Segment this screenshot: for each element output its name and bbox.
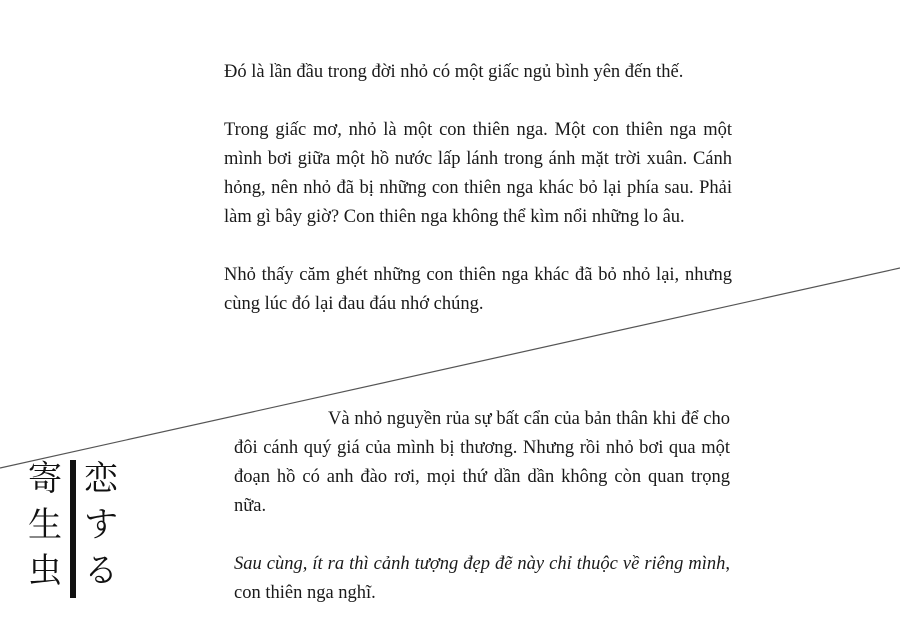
logo-left-column bbox=[26, 456, 64, 594]
logo-bar bbox=[70, 460, 76, 598]
paragraph-5-tail: , con thiên nga nghĩ. bbox=[234, 554, 730, 603]
logo-right-column bbox=[82, 456, 120, 594]
paragraph-4: Và nhỏ nguyền rủa sự bất cẩn của bản thân khi để cho đôi cánh quý giá của mình bị thương. Nhưng rồi nhỏ bơi qua một đoạn hồ có anh đào rơi, mọi thứ dần dần không còn quan trọng nữa. bbox=[234, 409, 730, 516]
bottom-text-block bbox=[234, 405, 730, 608]
title-logo bbox=[26, 456, 120, 602]
paragraph-2: Trong giấc mơ, nhỏ là một con thiên nga. Một con thiên nga một mình bơi giữa một hồ nước lấp lánh trong ánh mặt trời xuân. Cánh hỏng, nên nhỏ đã bị những con thiên nga khác bỏ lại phía sau. Phải làm gì bây giờ? Con thiên nga không thể kìm nổi những lo âu. bbox=[224, 120, 732, 227]
logo-char: 恋 bbox=[84, 459, 118, 499]
paragraph-1: Đó là lần đầu trong đời nhỏ có một giấc ngủ bình yên đến thế. bbox=[224, 62, 684, 82]
logo-char: 寄 bbox=[28, 459, 62, 499]
top-text-block bbox=[224, 58, 732, 319]
paragraph-5-italic: Sau cùng, ít ra thì cảnh tượng đẹp đẽ này chỉ thuộc về riêng mình bbox=[234, 554, 726, 574]
paragraph-3: Nhỏ thấy căm ghét những con thiên nga khác đã bỏ nhỏ lại, nhưng cùng lúc đó lại đau đáu nhớ chúng. bbox=[224, 265, 732, 314]
paragraph-5 bbox=[234, 550, 730, 608]
logo-char: 虫 bbox=[28, 551, 62, 591]
logo-char: る bbox=[84, 551, 118, 591]
logo-char: 生 bbox=[28, 505, 62, 545]
logo-char: す bbox=[84, 505, 118, 545]
